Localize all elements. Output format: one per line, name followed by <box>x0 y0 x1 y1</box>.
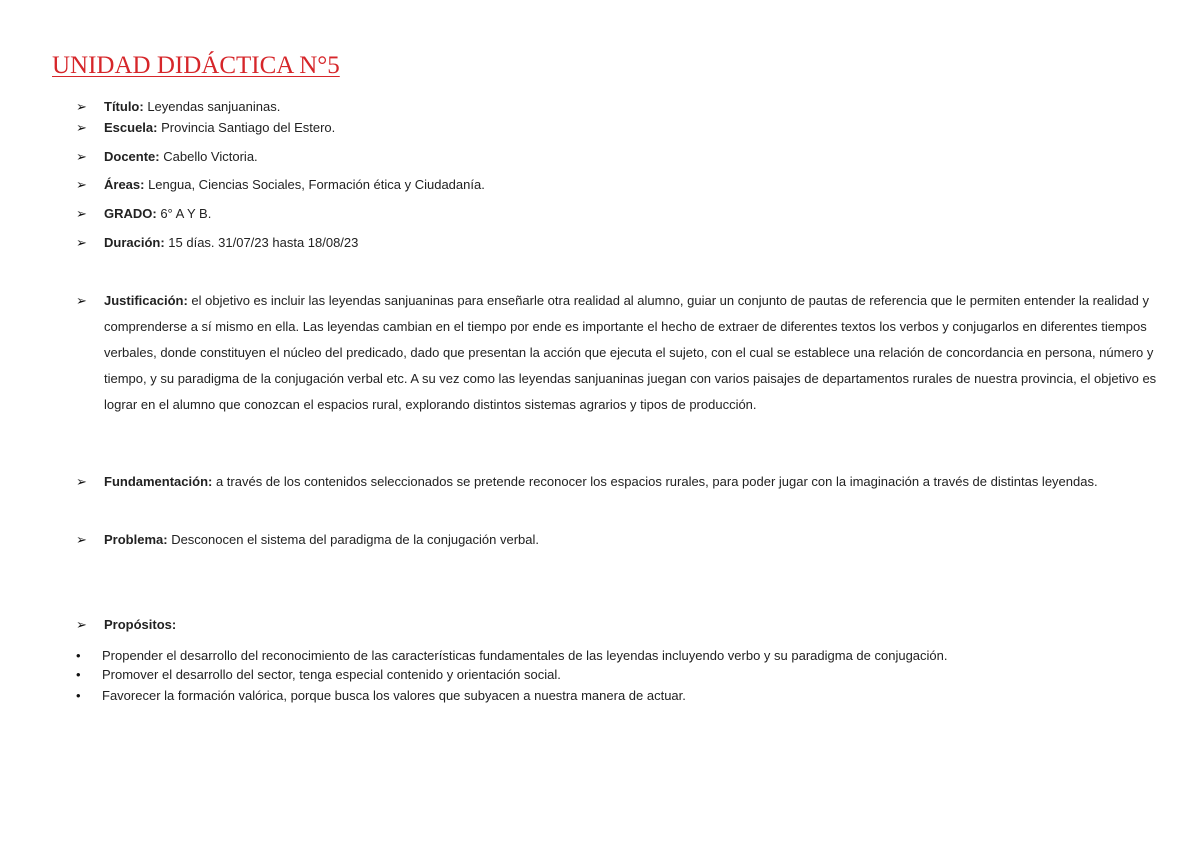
arrow-bullet-icon: ➢ <box>76 617 87 632</box>
justificacion-section <box>76 288 1160 418</box>
info-item-escuela <box>76 115 1160 141</box>
info-label: GRADO: <box>104 206 157 221</box>
section-label: Fundamentación: <box>104 474 213 489</box>
proposito-item <box>76 666 561 684</box>
section-text: Desconocen el sistema del paradigma de la conjugación verbal. <box>167 532 540 547</box>
bullet-dot-icon: • <box>76 667 81 682</box>
arrow-bullet-icon: ➢ <box>76 474 87 489</box>
arrow-bullet-icon: ➢ <box>76 206 87 221</box>
section-label: Justificación: <box>104 293 188 308</box>
info-label: Duración: <box>104 235 165 250</box>
info-value: Provincia Santiago del Estero. <box>157 120 336 135</box>
info-item-docente <box>76 144 1160 170</box>
info-value: 15 días. 31/07/23 hasta 18/08/23 <box>164 235 359 250</box>
info-value: Lengua, Ciencias Sociales, Formación ética y Ciudadanía. <box>144 177 485 192</box>
problema-section <box>76 527 1160 553</box>
arrow-bullet-icon: ➢ <box>76 177 87 192</box>
info-value: Leyendas sanjuaninas. <box>143 99 281 114</box>
proposito-text: Favorecer la formación valórica, porque busca los valores que subyacen a nuestra manera de actuar. <box>102 688 686 703</box>
info-item-grado <box>76 201 1160 227</box>
propositos-heading <box>76 612 1160 638</box>
info-value: 6° A Y B. <box>156 206 212 221</box>
info-item-duracion <box>76 230 1160 256</box>
section-text: a través de los contenidos seleccionados se pretende reconocer los espacios rurales, para poder jugar con la imaginación a través de distintas leyendas. <box>212 474 1098 489</box>
arrow-bullet-icon: ➢ <box>76 149 87 164</box>
info-label: Áreas: <box>104 177 145 192</box>
arrow-bullet-icon: ➢ <box>76 120 87 135</box>
arrow-bullet-icon: ➢ <box>76 99 87 114</box>
bullet-dot-icon: • <box>76 688 81 703</box>
proposito-text: Propender el desarrollo del reconocimiento de las características fundamentales de las leyendas incluyendo verbo y su paradigma de conjugación. <box>102 648 948 663</box>
info-label: Escuela: <box>104 120 158 135</box>
section-label: Propósitos: <box>104 617 177 632</box>
info-label: Título: <box>104 99 144 114</box>
info-item-areas <box>76 172 1160 198</box>
info-value: Cabello Victoria. <box>159 149 258 164</box>
proposito-item <box>76 687 686 705</box>
arrow-bullet-icon: ➢ <box>76 532 87 547</box>
info-label: Docente: <box>104 149 160 164</box>
proposito-text: Promover el desarrollo del sector, tenga especial contenido y orientación social. <box>102 667 561 682</box>
arrow-bullet-icon: ➢ <box>76 235 87 250</box>
bullet-dot-icon: • <box>76 648 81 663</box>
section-label: Problema: <box>104 532 168 547</box>
document-title: UNIDAD DIDÁCTICA N°5 <box>52 52 340 79</box>
section-text: el objetivo es incluir las leyendas sanjuaninas para enseñarle otra realidad al alumno, guiar un conjunto de pautas de referencia que le permiten entender la realidad y comprenderse a sí mismo en ella. Las leyendas cambian en el tiempo por ende es importante el hecho de extraer de diferentes textos los verbos y conjugarlos en diferentes tiempos verbales, donde constituyen el núcleo del predicado, dado que presentan la acción que ejecuta el sujeto, con el cual se establece una relación de concordancia en persona, número y tiempo, y su paradigma de la conjugación verbal etc. A su vez como las leyendas sanjuaninas juegan con varios paisajes de departamentos rurales de nuestra provincia, el objetivo es lograr en el alumno que conozcan el espacios rural, explorando distintos sistemas agrarios y tipos de producción. <box>104 293 1157 412</box>
proposito-item <box>76 647 948 665</box>
arrow-bullet-icon: ➢ <box>76 293 87 308</box>
fundamentacion-section <box>76 469 1160 495</box>
